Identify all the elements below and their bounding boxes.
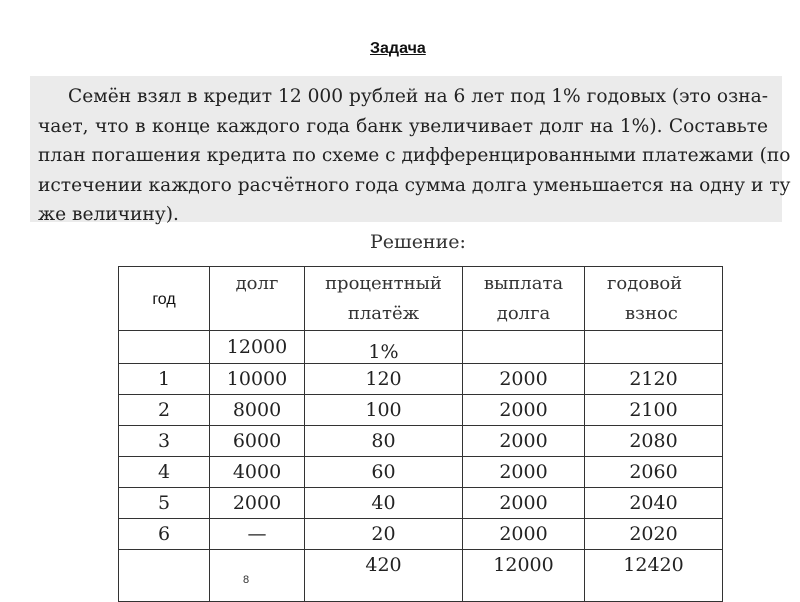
- problem-line: план погашения кредита по схеме с дифференцированными платежами (по: [38, 145, 791, 166]
- problem-line: чает, что в конце каждого года банк увеличивает долг на 1%). Составьте: [38, 115, 768, 137]
- problem-line: истечении каждого расчётного года сумма долга уменьшается на одну и ту: [38, 174, 791, 196]
- total-annual: 12420: [585, 550, 723, 602]
- table-header-row: [119, 267, 723, 331]
- header-year: год: [119, 267, 210, 331]
- problem-line: Семён взял в кредит 12 000 рублей на 6 лет под 1% годовых (это озна-: [68, 86, 769, 107]
- table-row: 6 — 20 2000 2020: [119, 519, 723, 550]
- task-title: Задача: [370, 40, 426, 57]
- initial-debt: 12000: [210, 331, 305, 364]
- table-row: 5 2000 40 2000 2040: [119, 488, 723, 519]
- table-row: 2 8000 100 2000 2100: [119, 395, 723, 426]
- repayment-table: [118, 266, 723, 602]
- table-row: 4 4000 60 2000 2060: [119, 457, 723, 488]
- totals-row: [119, 550, 723, 602]
- header-annual-payment: годовой взнос: [585, 267, 723, 331]
- problem-line: же величину).: [38, 204, 179, 225]
- table-row: [119, 331, 723, 364]
- solution-label: Решение:: [370, 231, 466, 253]
- table-row: 1 10000 120 2000 2120: [119, 364, 723, 395]
- header-interest: процентный платёж: [305, 267, 463, 331]
- total-repayment: 12000: [463, 550, 585, 602]
- page-number: 8: [243, 574, 250, 586]
- header-repayment: выплата долга: [463, 267, 585, 331]
- interest-rate: 1%: [305, 331, 463, 364]
- header-debt: долг: [210, 267, 305, 331]
- problem-statement: [30, 76, 791, 225]
- total-interest: 420: [305, 550, 463, 602]
- table-row: 3 6000 80 2000 2080: [119, 426, 723, 457]
